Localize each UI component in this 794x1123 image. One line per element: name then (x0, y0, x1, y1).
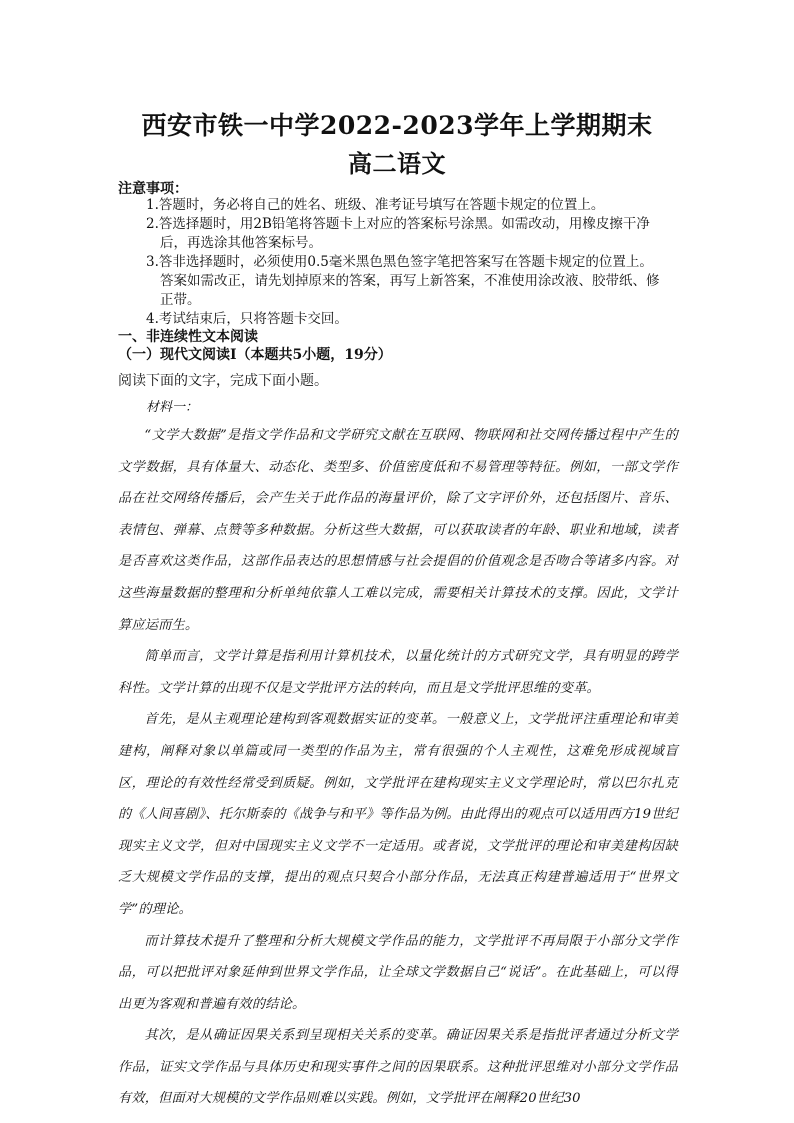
section-heading: 一、非连续性文本阅读 (118, 329, 258, 345)
instruction-text: 阅读下面的文字，完成下面小题。 (118, 373, 328, 389)
material-label: 材料一： (146, 400, 199, 415)
note-item: 后，再选涂其他答案标号。 (160, 235, 322, 251)
note-item: 3.答非选择题时，必须使用0.5毫米黑色黑色签字笔把答案写在答题卡规定的位置上。 (146, 254, 653, 270)
note-item: 答案如需改正，请先划掉原来的答案，再写上新答案，不准使用涂改液、胶带纸、修 (160, 273, 660, 289)
exam-title: 西安市铁一中学2022-2023学年上学期期末 (141, 111, 653, 140)
passage-paragraph: 简单而言，文学计算是指利用计算机技术，以量化统计的方式研究文学，具有明显的跨学科性。文学计算的出现不仅是文学批评方法的转向，而且是文学批评思维的变革。 (118, 649, 678, 696)
note-item: 4.考试结束后，只将答题卡交回。 (146, 311, 348, 327)
passage-paragraph: 首先，是从主观理论建构到客观数据实证的变革。一般意义上，文学批评注重理论和审美建构，阐释对象以单篇或同一类型的作品为主，常有很强的个人主观性，这难免形成视域盲区，理论的有效性经常受到质疑。例如，文学批评在建构现实主义文学理论时，常以巴尔扎克的《人间喜剧》、托尔斯泰的《战争与和平》等作品为例。由此得出的观点可以适用西方19世纪现实主义文学，但对中国现实主义文学不一定适用。或者说，文学批评的理论和审美建构因缺乏大规模文学作品的支撑，提出的观点只契合小部分作品，无法真正构建普遍适用于“世界文学”的理论。 (118, 712, 678, 917)
passage-paragraph: 其次，是从确证因果关系到呈现相关关系的变革。确证因果关系是指批评者通过分析文学作品，证实文学作品与具体历史和现实事件之间的因果联系。这种批评思维对小部分文学作品有效，但面对大规模的文学作品则难以实践。例如，文学批评在阐释20世纪30 (118, 1028, 678, 1107)
passage-paragraph: “文学大数据”是指文学作品和文学研究文献在互联网、物联网和社交网传播过程中产生的文学数据，具有体量大、动态化、类型多、价值密度低和不易管理等特征。例如，一部文学作品在社交网络传播后，会产生关于此作品的海量评价，除了文字评价外，还包括图片、音乐、表情包、弹幕、点赞等多种数据。分析这些大数据，可以获取读者的年龄、职业和地域，读者是否喜欢这类作品，这部作品表达的思想情感与社会提倡的价值观念是否吻合等诸多内容。对这些海量数据的整理和分析单纯依靠人工难以完成，需要相关计算技术的支撑。因此，文学计算应运而生。 (118, 428, 678, 633)
passage-paragraph: 而计算技术提升了整理和分析大规模文学作品的能力，文学批评不再局限于小部分文学作品，可以把批评对象延伸到世界文学作品，让全球文学数据自己“说话”。在此基础上，可以得出更为客观和普遍有效的结论。 (118, 933, 678, 1012)
subsection-heading: （一）现代文阅读Ⅰ（本题共5小题，19分） (118, 347, 392, 363)
note-item: 正带。 (160, 292, 201, 308)
note-item: 1.答题时，务必将自己的姓名、班级、准考证号填写在答题卡规定的位置上。 (146, 197, 605, 213)
notes-heading: 注意事项： (118, 181, 188, 197)
note-item: 2.答选择题时，用2B铅笔将答题卡上对应的答案标号涂黑。如需改动，用橡皮擦干净 (146, 216, 650, 232)
passage (118, 420, 678, 1115)
exam-subject: 高二语文 (348, 149, 446, 178)
